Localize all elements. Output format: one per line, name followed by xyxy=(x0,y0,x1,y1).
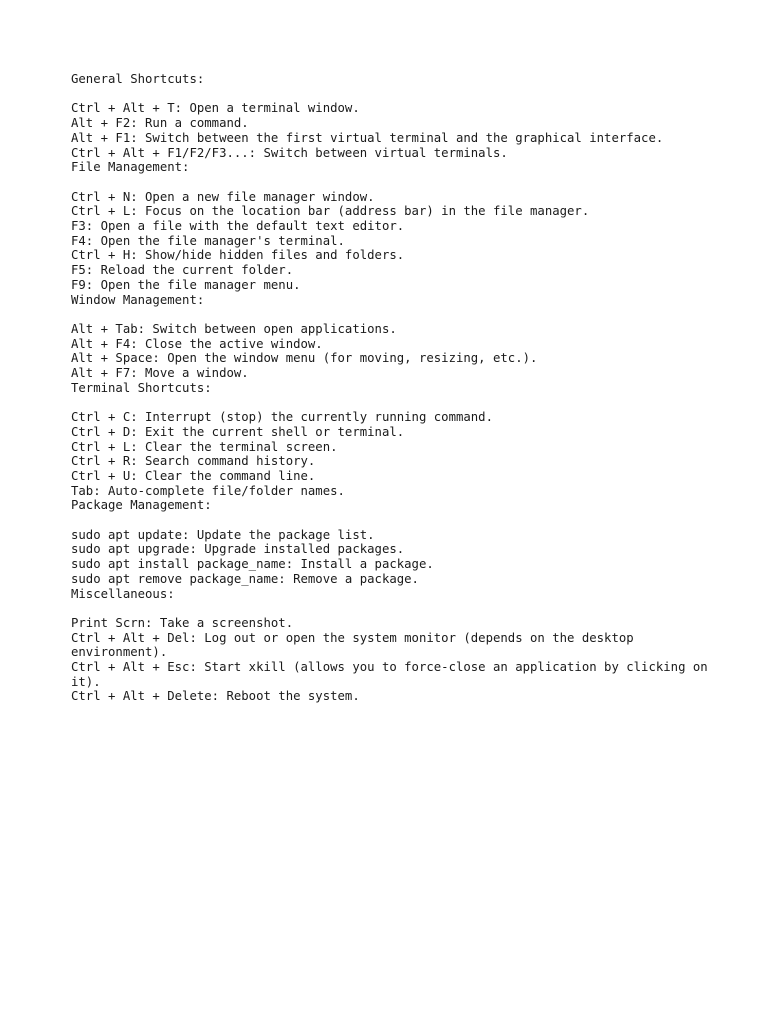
shortcut-line: Alt + F1: Switch between the first virtual terminal and the graphical interface. xyxy=(71,130,664,145)
shortcut-line: sudo apt install package_name: Install a package. xyxy=(71,557,434,572)
shortcut-line: Alt + F7: Move a window. xyxy=(71,366,249,381)
shortcut-line: Alt + F4: Close the active window. xyxy=(71,336,323,351)
document-page xyxy=(71,72,716,704)
shortcut-line: F3: Open a file with the default text editor. xyxy=(71,219,405,233)
section-heading: Miscellaneous: xyxy=(71,586,175,601)
section-heading: File Management: xyxy=(71,160,190,175)
shortcut-line: Ctrl + U: Clear the command line. xyxy=(71,468,316,483)
shortcut-line: Ctrl + Alt + Delete: Reboot the system. xyxy=(71,689,360,704)
shortcut-line: Ctrl + R: Search command history. xyxy=(71,454,316,469)
shortcut-line: Ctrl + Alt + Del: Log out or open the system monitor (depends on the desktop environment). xyxy=(71,630,642,660)
shortcut-line: F5: Reload the current folder. xyxy=(71,263,294,278)
shortcut-line: Ctrl + D: Exit the current shell or terminal. xyxy=(71,424,405,439)
shortcut-line: sudo apt update: Update the package list. xyxy=(71,527,375,542)
shortcut-line: Alt + F2: Run a command. xyxy=(71,116,249,131)
shortcut-line: Ctrl + Alt + F1/F2/F3...: Switch between virtual terminals. xyxy=(71,145,508,160)
section-general-shortcuts xyxy=(71,72,711,160)
shortcut-line: Ctrl + H: Show/hide hidden files and folders. xyxy=(71,248,405,263)
shortcut-line: sudo apt remove package_name: Remove a package. xyxy=(71,571,419,586)
shortcut-line: Alt + Tab: Switch between open applications. xyxy=(71,321,397,336)
shortcut-line: Ctrl + N: Open a new file manager window. xyxy=(71,189,375,204)
shortcut-line: Ctrl + C: Interrupt (stop) the currently running command. xyxy=(71,410,493,425)
section-heading: Package Management: xyxy=(71,498,212,513)
shortcut-line: Ctrl + Alt + T: Open a terminal window. xyxy=(71,101,360,116)
shortcut-line: Alt + Space: Open the window menu (for moving, resizing, etc.). xyxy=(71,351,538,366)
section-terminal-shortcuts xyxy=(71,381,711,499)
shortcut-line: Ctrl + Alt + Esc: Start xkill (allows you to force-close an application by clicking on it). xyxy=(71,660,716,689)
shortcut-line: F4: Open the file manager's terminal. xyxy=(71,233,345,248)
shortcut-line: Ctrl + L: Focus on the location bar (address bar) in the file manager. xyxy=(71,204,590,219)
section-heading: Window Management: xyxy=(71,292,205,307)
section-heading: General Shortcuts: xyxy=(71,72,205,86)
section-package-management xyxy=(71,498,711,586)
section-heading: Terminal Shortcuts: xyxy=(71,380,212,395)
shortcut-line: Tab: Auto-complete file/folder names. xyxy=(71,483,345,498)
section-window-management xyxy=(71,293,711,381)
section-file-management xyxy=(71,160,711,292)
shortcut-line: sudo apt upgrade: Upgrade installed packages. xyxy=(71,542,405,557)
section-miscellaneous xyxy=(71,586,716,705)
shortcut-line: Ctrl + L: Clear the terminal screen. xyxy=(71,439,338,454)
shortcut-line: Print Scrn: Take a screenshot. xyxy=(71,615,294,630)
shortcut-line: F9: Open the file manager menu. xyxy=(71,277,301,292)
